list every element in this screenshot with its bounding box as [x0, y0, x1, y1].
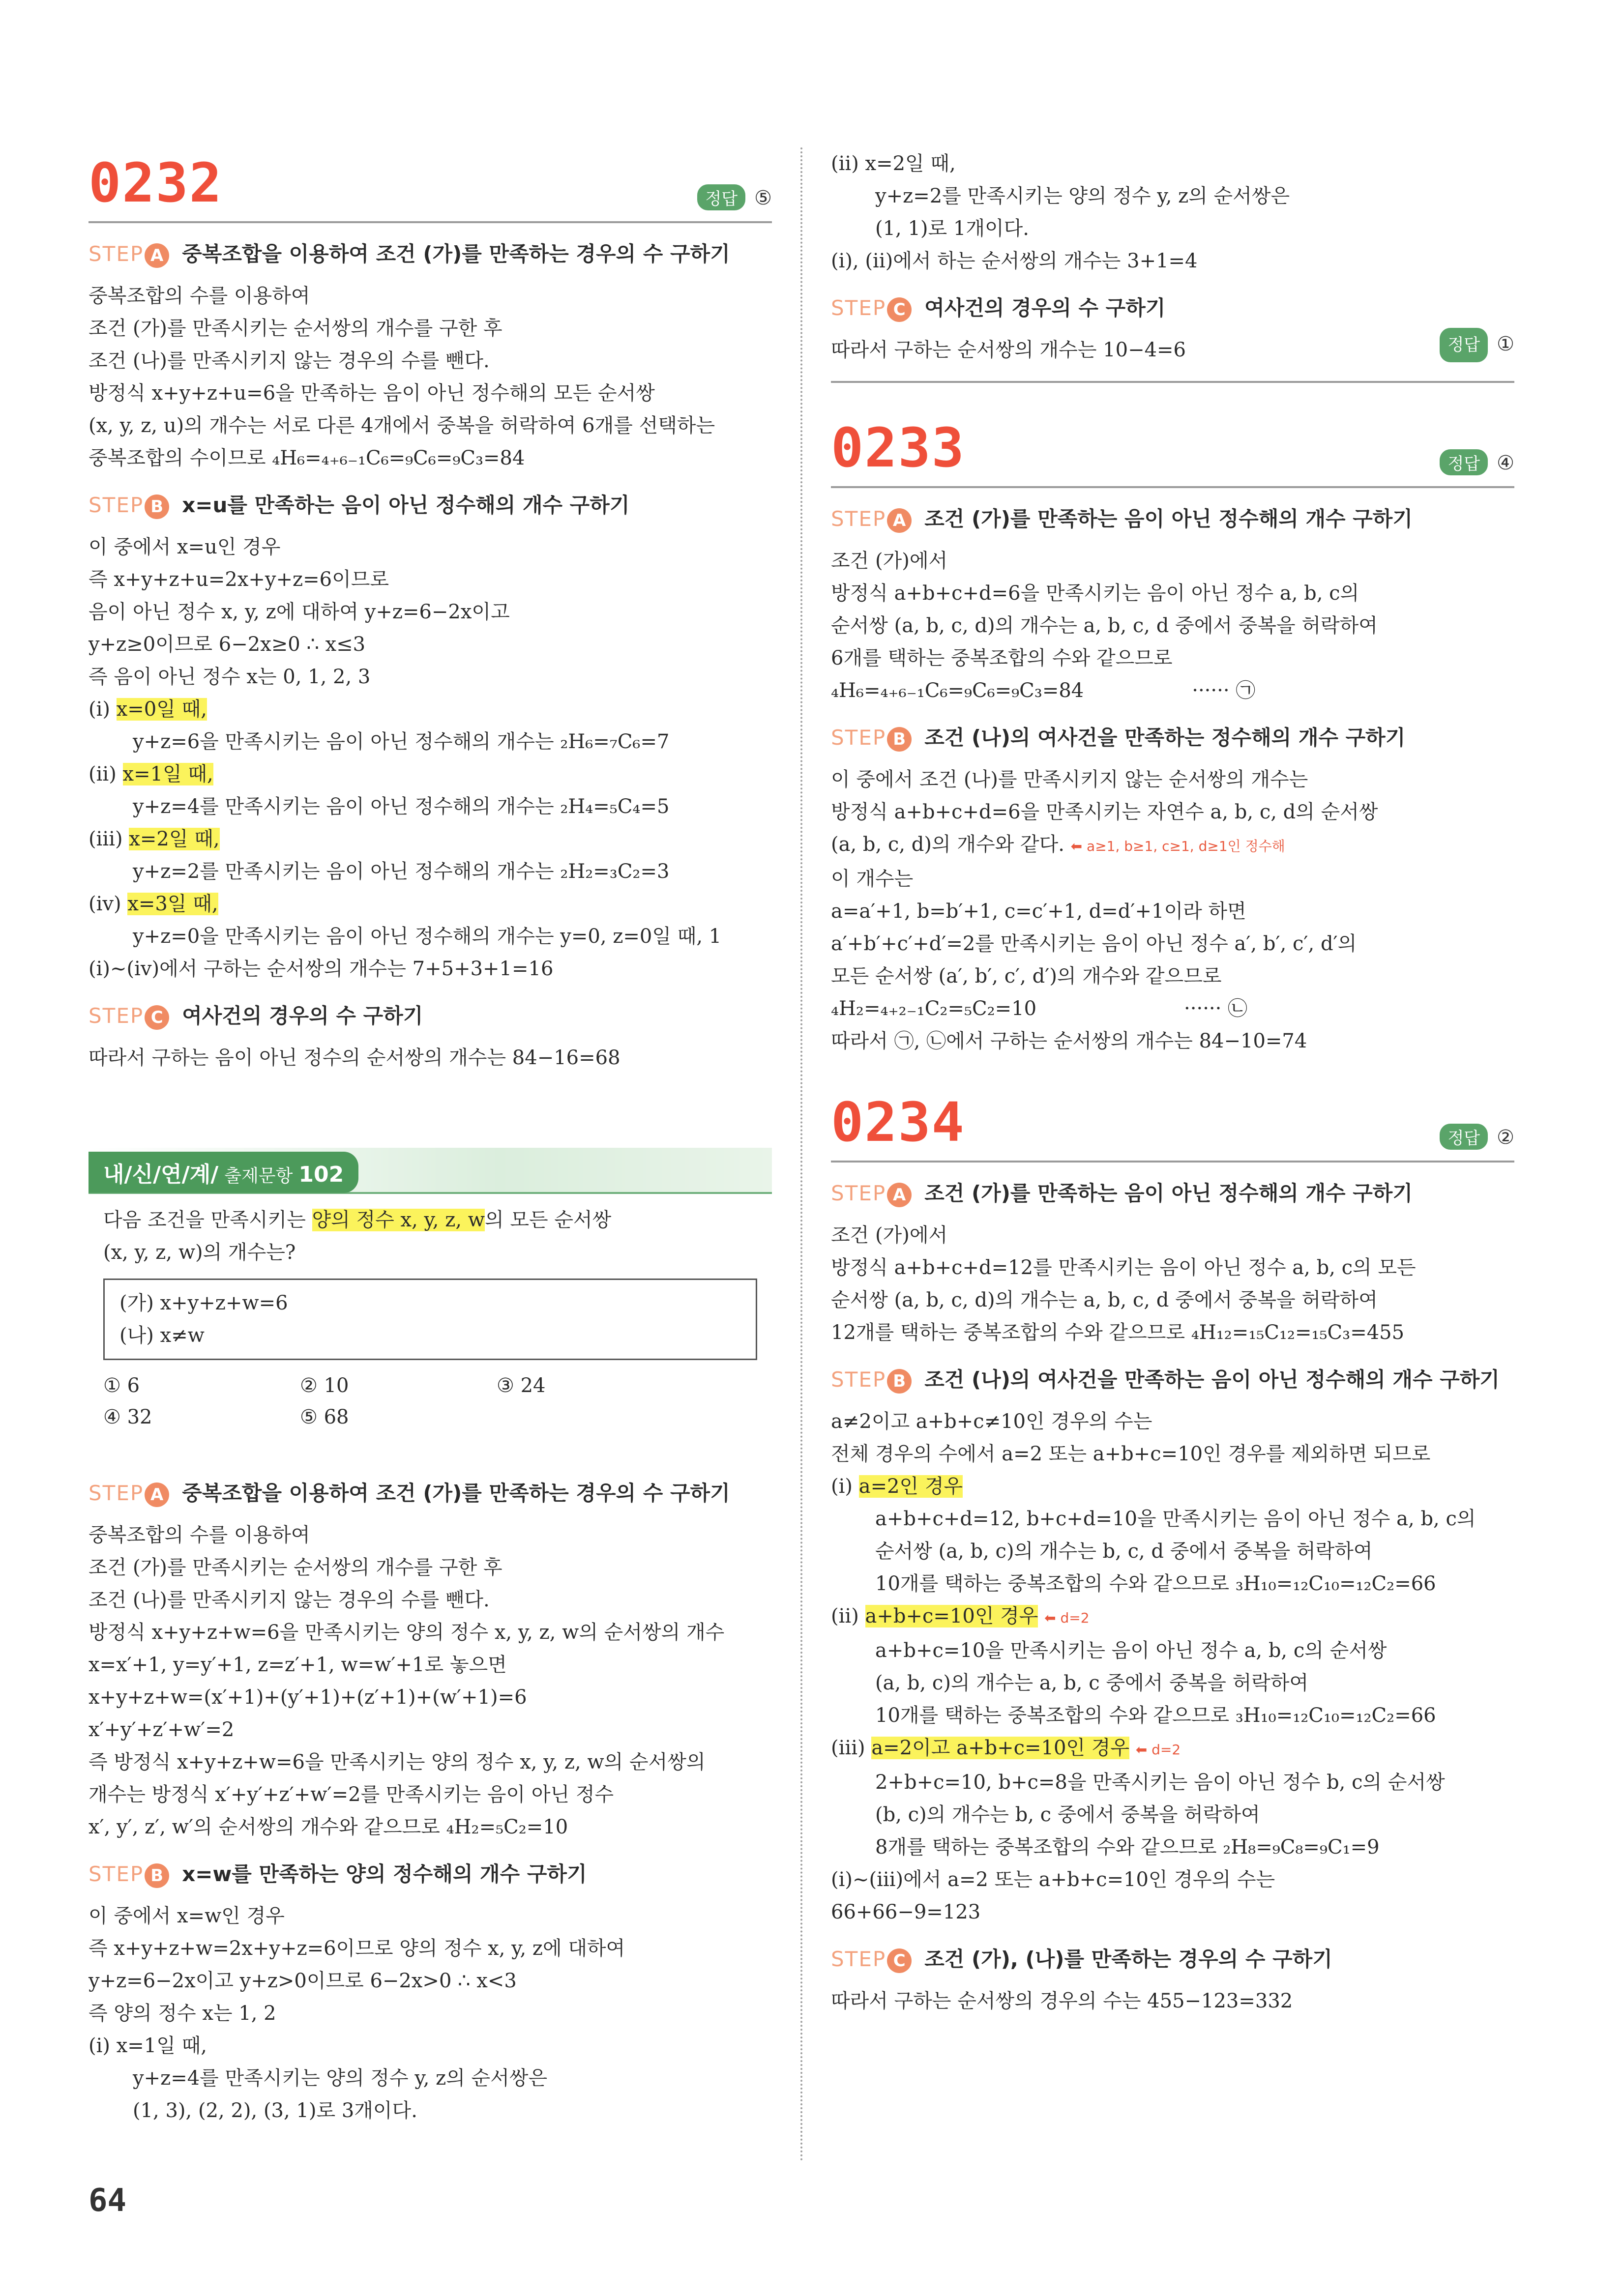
case-body: 10개를 택하는 중복조합의 수와 같으므로 ₃H₁₀=₁₂C₁₀=₁₂C₂=66: [875, 1704, 1436, 1727]
text-line: 조건 (가)를 만족시키는 순서쌍의 개수를 구한 후: [89, 1556, 502, 1579]
text-line: 이 중에서 x=w인 경우: [89, 1905, 285, 1927]
side-note: ⬅ d=2: [1135, 1742, 1181, 1758]
text-line: 조건 (가)에서: [831, 1224, 948, 1247]
condition-na: (나) x≠w: [119, 1324, 205, 1347]
side-note: ⬅ a≥1, b≥1, c≥1, d≥1인 정수해: [1070, 838, 1285, 854]
text-line: a′+b′+c′+d′=2를 만족시키는 음이 아닌 정수 a′, b′, c′, d′의: [831, 932, 1357, 955]
condition-box: [103, 1279, 757, 1360]
case-heading: (ⅳ) x=3일 때,: [89, 893, 218, 915]
side-note: ⬅ d=2: [1044, 1610, 1090, 1626]
choice-1: ① 6: [103, 1374, 140, 1397]
text-line: 66+66−9=123: [831, 1901, 981, 1923]
case-body: (1, 1)로 1개이다.: [875, 217, 1029, 240]
text-line: 방정식 a+b+c+d=12를 만족시키는 음이 아닌 정수 a, b, c의 모든: [831, 1256, 1416, 1279]
text-line: 따라서 ㉠, ㉡에서 구하는 순서쌍의 개수는 84−10=74: [831, 1030, 1307, 1052]
case-body: 2+b+c=10, b+c=8을 만족시키는 음이 아닌 정수 b, c의 순서쌍: [875, 1771, 1445, 1794]
answer-badge: 정답: [1440, 449, 1488, 475]
case-body: (1, 3), (2, 2), (3, 1)로 3개이다.: [133, 2099, 417, 2122]
case-heading: (ⅰ) x=0일 때,: [89, 698, 207, 721]
case-body: y+z=4를 만족시키는 음이 아닌 정수해의 개수는 ₂H₄=₅C₄=5: [133, 795, 670, 818]
answer-value: ②: [1497, 1126, 1514, 1149]
answer-badge: 정답: [697, 184, 745, 210]
text-line: a=a′+1, b=b′+1, c=c′+1, d=d′+1이라 하면: [831, 900, 1246, 923]
text-line: 따라서 구하는 순서쌍의 개수는 10−4=6 정답 ①: [831, 334, 1514, 366]
problem-header-0234: [831, 1087, 1514, 1163]
text-line: 즉 방정식 x+y+z+w=6을 만족시키는 양의 정수 x, y, z, w의 순서쌍의: [89, 1751, 706, 1773]
case-heading: (ⅰ) x=1일 때,: [89, 2034, 207, 2057]
linked-problem-header: [89, 1148, 772, 1194]
text-line: 모든 순서쌍 (a′, b′, c′, d′)의 개수와 같으므로: [831, 965, 1222, 988]
text-line: 이 중에서 x=u인 경우: [89, 536, 281, 558]
step-c-heading: STEP C 조건 (가), (나)를 만족하는 경우의 수 구하기: [831, 1943, 1514, 1973]
text-line: 즉 음이 아닌 정수 x는 0, 1, 2, 3: [89, 666, 371, 688]
problem-number: 0233: [831, 416, 965, 479]
case-body: y+z=0을 만족시키는 음이 아닌 정수해의 개수는 y=0, z=0일 때, 1: [133, 925, 722, 948]
case-body: y+z=6을 만족시키는 음이 아닌 정수해의 개수는 ₂H₆=₇C₆=7: [133, 730, 670, 753]
step-a-heading: STEP A 중복조합을 이용하여 조건 (가)를 만족하는 경우의 수 구하기: [89, 238, 772, 268]
answer-indicator: [1440, 1124, 1514, 1150]
text-line: x′+y′+z′+w′=2: [89, 1718, 235, 1741]
text-line: 순서쌍 (a, b, c, d)의 개수는 a, b, c, d 중에서 중복을 허락하여: [831, 614, 1378, 637]
case-heading: (ⅰ) a=2인 경우: [831, 1475, 963, 1498]
right-column: [831, 147, 1514, 2017]
text-line: 6개를 택하는 중복조합의 수와 같으므로: [831, 647, 1173, 669]
case-body: a+b+c=10을 만족시키는 음이 아닌 정수 a, b, c의 순서쌍: [875, 1639, 1387, 1662]
formula-line: ₄H₂=₄₊₂₋₁C₂=₅C₂=10 ······ ㉡: [831, 997, 1248, 1020]
step-a-heading: STEP A 조건 (가)를 만족하는 음이 아닌 정수해의 개수 구하기: [831, 503, 1514, 533]
step-a-heading: STEP A 중복조합을 이용하여 조건 (가)를 만족하는 경우의 수 구하기: [89, 1477, 772, 1507]
answer-badge: 정답: [1440, 328, 1488, 362]
problem-header-0232: [89, 147, 772, 223]
choice-3: ③ 24: [497, 1374, 546, 1397]
problem-header-0233: [831, 412, 1514, 488]
text-line: 중복조합의 수이므로 ₄H₆=₄₊₆₋₁C₆=₉C₆=₉C₃=84: [89, 447, 525, 469]
answer-badge: 정답: [1440, 1124, 1488, 1150]
text-line: (ⅰ), (ⅱ)에서 하는 순서쌍의 개수는 3+1=4: [831, 250, 1198, 272]
choice-2: ② 10: [300, 1374, 349, 1397]
text-line: 개수는 방정식 x′+y′+z′+w′=2를 만족시키는 음이 아닌 정수: [89, 1783, 614, 1806]
case-body: 10개를 택하는 중복조합의 수와 같으므로 ₃H₁₀=₁₂C₁₀=₁₂C₂=66: [875, 1572, 1436, 1595]
case-body: y+z=2를 만족시키는 음이 아닌 정수해의 개수는 ₂H₂=₃C₂=3: [133, 860, 670, 883]
text-line: 음이 아닌 정수 x, y, z에 대하여 y+z=6−2x이고: [89, 601, 510, 623]
linked-problem-label: 내/신/연/계/ 출제문항 102: [89, 1152, 358, 1193]
text-line: 조건 (가)에서: [831, 550, 948, 572]
text-line: 방정식 x+y+z+w=6을 만족시키는 양의 정수 x, y, z, w의 순서쌍의 개수: [89, 1621, 725, 1644]
case-heading: (ⅲ) x=2일 때,: [89, 828, 220, 850]
answer-indicator: [1440, 449, 1514, 475]
case-heading: (ⅱ) a+b+c=10인 경우 ⬅ d=2: [831, 1605, 1090, 1628]
text-line: 즉 x+y+z+w=2x+y+z=6이므로 양의 정수 x, y, z에 대하여: [89, 1937, 625, 1960]
text-line: a≠2이고 a+b+c≠10인 경우의 수는: [831, 1410, 1152, 1433]
answer-value: ④: [1497, 452, 1514, 474]
text-line: 조건 (가)를 만족시키는 순서쌍의 개수를 구한 후: [89, 317, 502, 340]
text-line: 전체 경우의 수에서 a=2 또는 a+b+c=10인 경우를 제외하면 되므로: [831, 1443, 1431, 1465]
text-line: 즉 x+y+z+u=2x+y+z=6이므로: [89, 568, 389, 591]
page-number: 64: [89, 2182, 127, 2219]
choice-4: ④ 32: [103, 1406, 152, 1428]
question-text: (x, y, z, w)의 개수는?: [103, 1241, 296, 1264]
case-body: (a, b, c)의 개수는 a, b, c 중에서 중복을 허락하여: [875, 1672, 1309, 1694]
text-line: 이 중에서 조건 (나)를 만족시키지 않는 순서쌍의 개수는: [831, 768, 1308, 791]
text-line: 따라서 구하는 음이 아닌 정수의 순서쌍의 개수는 84−16=68: [89, 1046, 620, 1069]
case-heading: (ⅱ) x=2일 때,: [831, 152, 956, 175]
answer-value: ①: [1497, 333, 1514, 355]
left-column: [89, 147, 772, 2127]
step-c-heading: STEP C 여사건의 경우의 수 구하기: [89, 1000, 772, 1030]
step-b-heading: STEP B x=u를 만족하는 음이 아닌 정수해의 개수 구하기: [89, 489, 772, 519]
case-body: a+b+c+d=12, b+c+d=10을 만족시키는 음이 아닌 정수 a, b, c의: [875, 1508, 1476, 1530]
text-line: (a, b, c, d)의 개수와 같다. ⬅ a≥1, b≥1, c≥1, d≥1인 정수해: [831, 833, 1285, 856]
text-line: 순서쌍 (a, b, c, d)의 개수는 a, b, c, d 중에서 중복을 허락하여: [831, 1289, 1378, 1311]
step-b-heading: STEP B 조건 (나)의 여사건을 만족하는 음이 아닌 정수해의 개수 구하기: [831, 1364, 1514, 1394]
case-body: 8개를 택하는 중복조합의 수와 같으므로 ₂H₈=₉C₈=₉C₁=9: [875, 1836, 1380, 1859]
case-body: 순서쌍 (a, b, c)의 개수는 b, c, d 중에서 중복을 허락하여: [875, 1540, 1373, 1563]
case-body: y+z=4를 만족시키는 양의 정수 y, z의 순서쌍은: [133, 2067, 548, 2090]
step-c-heading: STEP C 여사건의 경우의 수 구하기: [831, 292, 1514, 322]
case-body: (b, c)의 개수는 b, c 중에서 중복을 허락하여: [875, 1803, 1260, 1826]
problem-number: 0232: [89, 151, 223, 214]
text-line: (ⅰ)~(ⅲ)에서 a=2 또는 a+b+c=10인 경우의 수는: [831, 1868, 1275, 1891]
text-line: x+y+z+w=(x′+1)+(y′+1)+(z′+1)+(w′+1)=6: [89, 1686, 527, 1709]
text-line: (x, y, z, u)의 개수는 서로 다른 4개에서 중복을 허락하여 6개를 선택하는: [89, 414, 715, 437]
text-line: 조건 (나)를 만족시키지 않는 경우의 수를 뺀다.: [89, 1589, 490, 1611]
step-a-heading: STEP A 조건 (가)를 만족하는 음이 아닌 정수해의 개수 구하기: [831, 1177, 1514, 1207]
text-line: 중복조합의 수를 이용하여: [89, 1524, 310, 1546]
case-body: y+z=2를 만족시키는 양의 정수 y, z의 순서쌍은: [875, 185, 1290, 207]
answer-indicator: [697, 184, 772, 210]
text-line: 따라서 구하는 순서쌍의 경우의 수는 455−123=332: [831, 1990, 1293, 2012]
answer-indicator: [1440, 328, 1514, 362]
column-divider: [800, 147, 802, 2163]
text-line: x=x′+1, y=y′+1, z=z′+1, w=w′+1로 놓으면: [89, 1654, 507, 1676]
text-line: x′, y′, z′, w′의 순서쌍의 개수와 같으므로 ₄H₂=₅C₂=10: [89, 1816, 568, 1838]
answer-choices: [89, 1370, 772, 1433]
formula-line: ₄H₆=₄₊₆₋₁C₆=₉C₆=₉C₃=84 ······ ㉠: [831, 679, 1256, 702]
text-line: y+z=6−2x이고 y+z>0이므로 6−2x>0 ∴ x<3: [89, 1970, 517, 1992]
text-line: 조건 (나)를 만족시키지 않는 경우의 수를 뺀다.: [89, 349, 490, 372]
text-line: 중복조합의 수를 이용하여: [89, 285, 310, 307]
question-text: 다음 조건을 만족시키는 양의 정수 x, y, z, w의 모든 순서쌍: [103, 1209, 612, 1231]
text-line: 즉 양의 정수 x는 1, 2: [89, 2002, 276, 2025]
problem-number: 0234: [831, 1091, 965, 1154]
step-b-heading: STEP B x=w를 만족하는 양의 정수해의 개수 구하기: [89, 1858, 772, 1888]
text-line: 이 개수는: [831, 868, 914, 890]
choice-5: ⑤ 68: [300, 1406, 349, 1428]
text-line: 12개를 택하는 중복조합의 수와 같으므로 ₄H₁₂=₁₅C₁₂=₁₅C₃=455: [831, 1321, 1405, 1344]
text-line: 방정식 a+b+c+d=6을 만족시키는 음이 아닌 정수 a, b, c의: [831, 582, 1359, 605]
text-line: 방정식 x+y+z+u=6을 만족하는 음이 아닌 정수해의 모든 순서쌍: [89, 382, 655, 405]
answer-value: ⑤: [754, 187, 772, 209]
step-b-heading: STEP B 조건 (나)의 여사건을 만족하는 정수해의 개수 구하기: [831, 722, 1514, 752]
case-heading: (ⅱ) x=1일 때,: [89, 763, 213, 785]
text-line: (ⅰ)~(ⅳ)에서 구하는 순서쌍의 개수는 7+5+3+1=16: [89, 958, 554, 980]
text-line: y+z≥0이므로 6−2x≥0 ∴ x≤3: [89, 633, 366, 656]
case-heading: (ⅲ) a=2이고 a+b+c=10인 경우 ⬅ d=2: [831, 1737, 1181, 1759]
text-line: 방정식 a+b+c+d=6을 만족시키는 자연수 a, b, c, d의 순서쌍: [831, 801, 1378, 823]
condition-ga: (가) x+y+z+w=6: [119, 1292, 288, 1314]
